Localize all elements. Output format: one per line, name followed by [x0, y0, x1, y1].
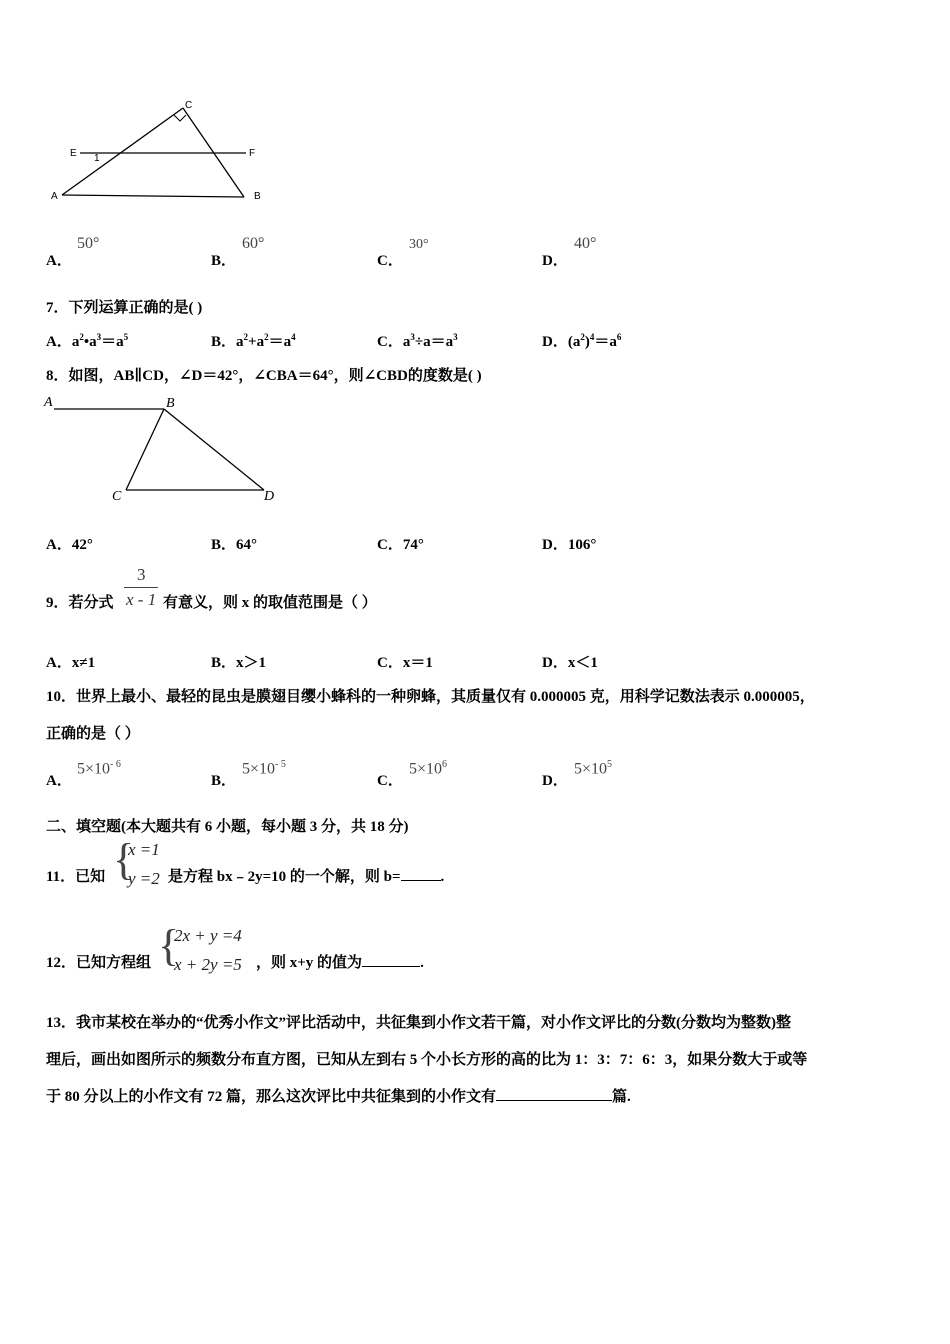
q10-option-d[interactable]: D． — [542, 773, 568, 789]
left-brace: { — [158, 921, 180, 970]
q10-stem-line1: 10．世界上最小、最轻的昆虫是膜翅目缨小蜂科的一种卵蜂，其质量仅有 0.000005 克，用科学记数法表示 0.000005， — [46, 689, 815, 705]
q6-option-d[interactable]: D． — [542, 253, 568, 269]
q9-denominator: x - 1 — [126, 590, 157, 609]
q6-option-a-value: 50° — [77, 235, 100, 252]
q7-option-b[interactable]: B．$a^2+a^2=a^4$ — [211, 332, 296, 350]
q8-option-a[interactable]: A．42° — [46, 537, 93, 553]
q9-numerator: 3 — [137, 565, 146, 584]
q9-prefix: 9．若分式 — [46, 595, 114, 611]
q6-option-b[interactable]: B． — [211, 253, 237, 269]
q11-suffix: 是方程 bx﹣2y=10 的一个解，则 b= . — [168, 865, 444, 886]
q7-option-a[interactable]: A．$a^2•a^3=a^5$ — [46, 332, 129, 350]
triangle-figure — [40, 95, 280, 215]
fig1-label-a: A — [51, 191, 58, 202]
q6-option-c-value: 30° — [409, 237, 429, 252]
answer-blank[interactable] — [401, 866, 441, 881]
fig1-label-f: F — [249, 148, 256, 159]
q11-prefix: 11．已知 — [46, 869, 106, 885]
q9-option-d[interactable]: D．x＜1 — [542, 655, 598, 671]
q12-equation-2: x + 2y =5 — [174, 955, 242, 974]
q7-stem: 7．下列运算正确的是( ) — [46, 300, 203, 316]
q13-line3: 于 80 分以上的小作文有 72 篇，那么这次评比中共征集到的小作文有 篇. — [46, 1085, 631, 1106]
parallel-lines-figure — [40, 390, 290, 510]
q13-line1: 13．我市某校在举办的“优秀小作文”评比活动中，共征集到小作文若干篇，对小作文评比的分数(分数均为整数)整 — [46, 1015, 791, 1031]
q11-equation-2: y =2 — [128, 869, 160, 888]
q10-option-a[interactable]: A． — [46, 773, 72, 789]
q6-option-a[interactable]: A． — [46, 253, 72, 269]
q12-equation-1: 2x + y =4 — [174, 926, 242, 945]
q7-option-d[interactable]: D．$(a^2)^4=a^6$ — [542, 332, 622, 350]
section-heading-fill-blank: 二、填空题(本大题共有 6 小题，每小题 3 分，共 18 分) — [46, 819, 409, 835]
q9-option-b[interactable]: B．x＞1 — [211, 655, 267, 671]
q7-option-c[interactable]: C．$a^3\div a=a^3$ — [377, 332, 458, 350]
q8-option-d[interactable]: D．106° — [542, 537, 597, 553]
left-brace: { — [113, 835, 135, 884]
fig1-label-1: 1 — [94, 153, 100, 164]
fig2-label-a: A — [44, 395, 53, 410]
q13-line2: 理后，画出如图所示的频数分布直方图，已知从左到右 5 个小长方形的高的比为 1：3：7：6：3，如果分数大于或等 — [46, 1052, 808, 1068]
q6-option-d-value: 40° — [574, 235, 597, 252]
q9-option-c[interactable]: C．x＝1 — [377, 655, 433, 671]
q10-option-a-value: $5\times 10^{- 6}$ — [77, 759, 121, 778]
q11-equation-1: x =1 — [128, 840, 160, 859]
q12-suffix: ，则 x+y 的值为 . — [256, 951, 424, 972]
q10-option-d-value: $5\times 10^5$ — [574, 759, 613, 778]
fig2-label-b: B — [166, 396, 175, 411]
fig1-label-e: E — [70, 148, 77, 159]
q10-stem-line2: 正确的是（ ） — [46, 726, 140, 742]
q12-prefix: 12．已知方程组 — [46, 955, 152, 971]
q10-option-b[interactable]: B． — [211, 773, 237, 789]
q8-option-c[interactable]: C．74° — [377, 537, 424, 553]
fig2-label-d: D — [264, 489, 275, 504]
q9-suffix: 有意义，则 x 的取值范围是（ ） — [163, 595, 377, 611]
fig1-label-b: B — [254, 191, 261, 202]
fraction-bar — [124, 587, 158, 588]
q8-option-b[interactable]: B．64° — [211, 537, 258, 553]
answer-blank[interactable] — [496, 1086, 612, 1101]
q10-option-c[interactable]: C． — [377, 773, 403, 789]
q6-option-c[interactable]: C． — [377, 253, 403, 269]
fig2-label-c: C — [112, 489, 122, 504]
q9-option-a[interactable]: A．x≠1 — [46, 655, 96, 671]
fig1-label-c: C — [185, 100, 193, 111]
answer-blank[interactable] — [362, 952, 420, 967]
q8-stem: 8．如图，AB∥CD，∠D＝42°，∠CBA＝64°，则∠CBD的度数是( ) — [46, 368, 482, 384]
q6-option-b-value: 60° — [242, 235, 265, 252]
q10-option-b-value: $5\times 10^{- 5}$ — [242, 759, 286, 778]
q10-option-c-value: $5\times 10^6$ — [409, 759, 448, 778]
